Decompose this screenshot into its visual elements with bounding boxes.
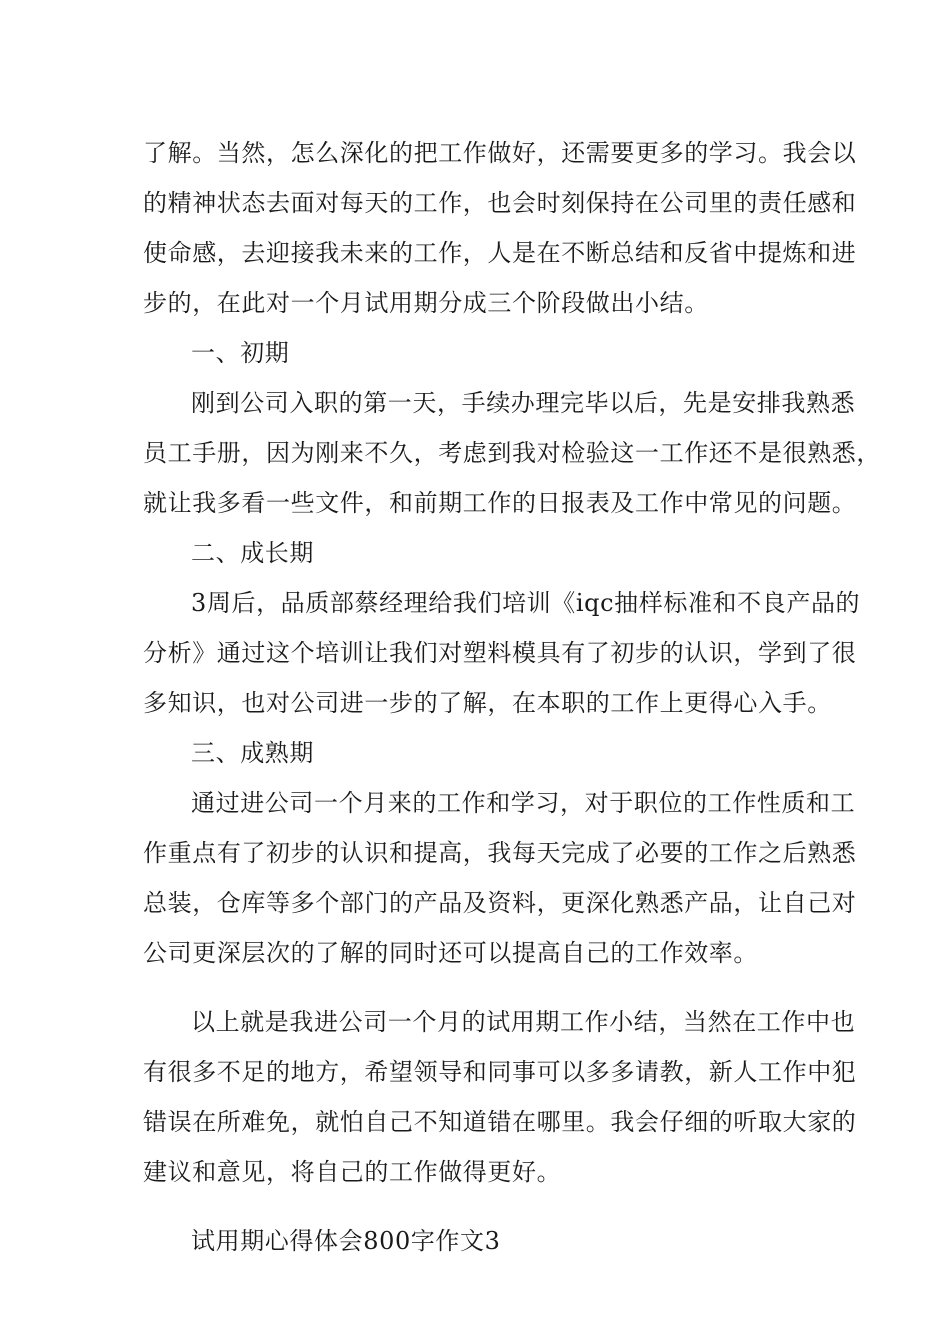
section-heading-text: 一、初期: [191, 339, 290, 367]
text-line: 错误在所难免，就怕自己不知道错在哪里。我会仔细的听取大家的: [143, 1108, 857, 1136]
text-line: 的精神状态去面对每天的工作，也会时刻保持在公司里的责任感和: [143, 189, 857, 217]
article-title-text: 试用期心得体会800字作文3: [191, 1227, 501, 1255]
text-line: 作重点有了初步的认识和提高，我每天完成了必要的工作之后熟悉: [143, 839, 857, 867]
paragraph: [143, 378, 881, 528]
paragraph: [143, 997, 857, 1197]
section-heading-text: 三、成熟期: [191, 739, 314, 767]
text-line: 就让我多看一些文件，和前期工作的日报表及工作中常见的问题。: [143, 489, 857, 517]
text-line: 以上就是我进公司一个月的试用期工作小结，当然在工作中也: [191, 1008, 856, 1036]
paragraph: [143, 578, 861, 728]
article-title: [143, 1216, 823, 1266]
text-line: 了解。当然，怎么深化的把工作做好，还需要更多的学习。我会以: [143, 139, 857, 167]
text-line: 多知识，也对公司进一步的了解，在本职的工作上更得心入手。: [143, 689, 832, 717]
text-line: 公司更深层次的了解的同时还可以提高自己的工作效率。: [143, 939, 758, 967]
section-heading: [143, 328, 823, 378]
paragraph-gap: [143, 978, 823, 997]
text-line: 建议和意见，将自己的工作做得更好。: [143, 1158, 562, 1186]
text-line: 分析》通过这个培训让我们对塑料模具有了初步的认识，学到了很: [143, 639, 857, 667]
text-line: 有很多不足的地方，希望领导和同事可以多多请教，新人工作中犯: [143, 1058, 857, 1086]
text-line: 3周后，品质部蔡经理给我们培训《iqc抽样标准和不良产品的: [191, 589, 861, 617]
text-line: 步的，在此对一个月试用期分成三个阶段做出小结。: [143, 289, 709, 317]
section-heading-text: 二、成长期: [191, 539, 314, 567]
paragraph: [143, 128, 857, 328]
text-line: 通过进公司一个月来的工作和学习，对于职位的工作性质和工: [191, 789, 856, 817]
section-heading: [143, 528, 823, 578]
text-line: 使命感，去迎接我未来的工作，人是在不断总结和反省中提炼和进: [143, 239, 857, 267]
text-line: 员工手册，因为刚来不久，考虑到我对检验这一工作还不是很熟悉，: [143, 439, 881, 467]
paragraph: [143, 778, 857, 978]
paragraph-gap: [143, 1197, 823, 1216]
section-heading: [143, 728, 823, 778]
document-body: [143, 128, 881, 1266]
text-line: 刚到公司入职的第一天，手续办理完毕以后，先是安排我熟悉: [191, 389, 856, 417]
text-line: 总装，仓库等多个部门的产品及资料，更深化熟悉产品，让自己对: [143, 889, 857, 917]
